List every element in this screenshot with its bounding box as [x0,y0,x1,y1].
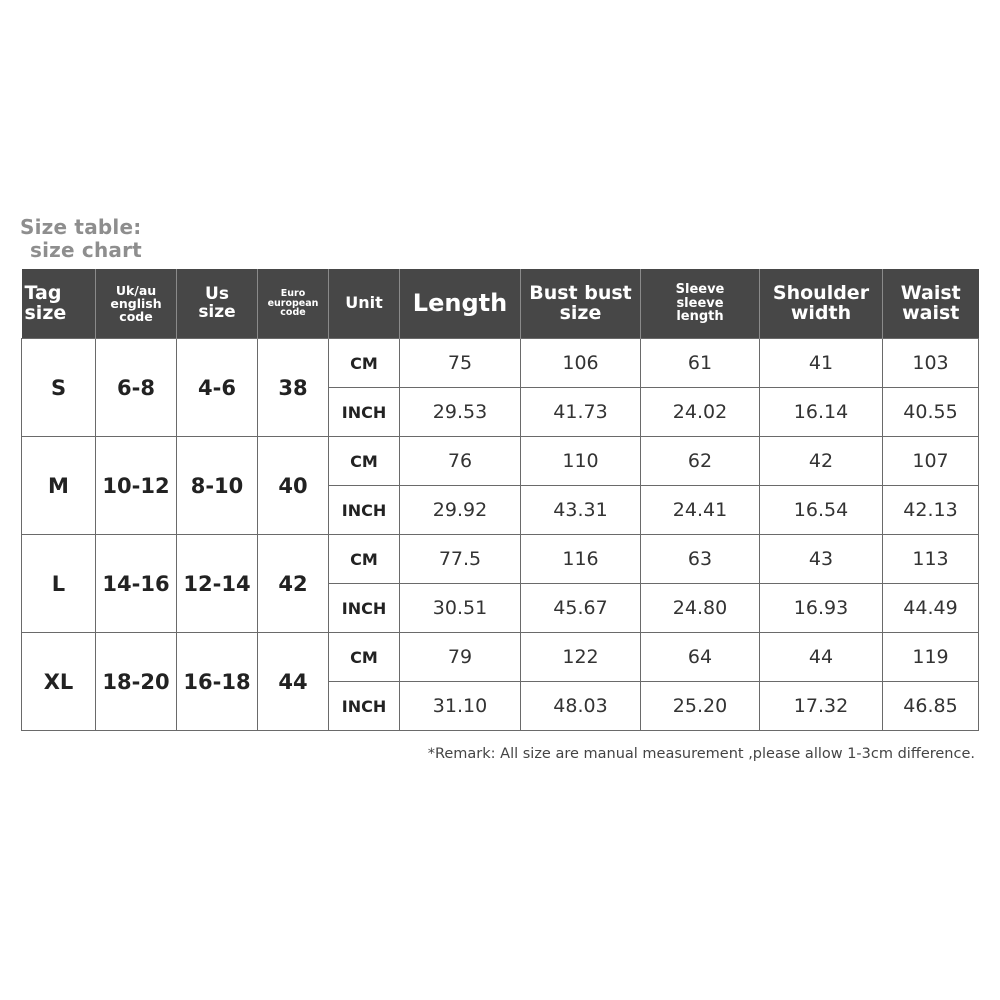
bust-cell: 48.03 [521,682,641,731]
unit-cell: CM [329,339,400,388]
shoulder-cell: 43 [760,535,883,584]
waist-cell: 119 [883,633,979,682]
header-sleeve-line1: Sleeve [675,282,725,298]
bust-cell: 106 [521,339,641,388]
tag-size-cell: XL [22,633,96,731]
header-uk-au [96,269,177,339]
header-bust-line2: size [559,301,602,324]
waist-cell: 42.13 [883,486,979,535]
shoulder-cell: 41 [760,339,883,388]
header-us-size-line1: Us [205,283,229,304]
tag-size-cell: L [22,535,96,633]
header-sleeve [641,269,760,339]
table-row-l-cm [22,535,979,584]
waist-cell: 103 [883,339,979,388]
length-cell: 29.53 [400,388,521,437]
unit-cell: INCH [329,584,400,633]
header-uk-au-line2: english [110,295,162,311]
us-size-cell: 8-10 [177,437,258,535]
sleeve-cell: 24.80 [641,584,760,633]
bust-cell: 45.67 [521,584,641,633]
waist-cell: 113 [883,535,979,584]
header-bust-line1: Bust bust [529,281,632,304]
length-cell: 76 [400,437,521,486]
header-length: Length [400,269,521,339]
header-sleeve-line2: sleeve [676,295,724,311]
uk-size-cell: 10-12 [96,437,177,535]
bust-cell: 41.73 [521,388,641,437]
chart-title-line1: Size table: [20,215,142,239]
header-waist-line2: waist [902,301,960,324]
shoulder-cell: 17.32 [760,682,883,731]
euro-size-cell: 42 [258,535,329,633]
sleeve-cell: 25.20 [641,682,760,731]
length-cell: 31.10 [400,682,521,731]
header-waist [883,269,979,339]
header-euro-line2: european [267,297,319,309]
header-shoulder [760,269,883,339]
header-bust [521,269,641,339]
header-uk-au-line1: Uk/au [115,282,157,298]
header-us-size-line2: size [198,301,236,322]
sleeve-cell: 24.02 [641,388,760,437]
bust-cell: 116 [521,535,641,584]
table-row-m-cm [22,437,979,486]
chart-title-line2: size chart [30,238,142,262]
shoulder-cell: 16.93 [760,584,883,633]
waist-cell: 44.49 [883,584,979,633]
header-euro [258,269,329,339]
shoulder-cell: 16.14 [760,388,883,437]
length-cell: 29.92 [400,486,521,535]
length-cell: 77.5 [400,535,521,584]
header-us-size [177,269,258,339]
waist-cell: 40.55 [883,388,979,437]
header-sleeve-line3: length [676,309,724,325]
euro-size-cell: 38 [258,339,329,437]
unit-cell: INCH [329,486,400,535]
header-unit: Unit [329,269,400,339]
sleeve-cell: 63 [641,535,760,584]
unit-cell: CM [329,535,400,584]
euro-size-cell: 40 [258,437,329,535]
us-size-cell: 4-6 [177,339,258,437]
header-euro-line3: code [280,307,306,319]
size-table [21,269,979,731]
sleeve-cell: 61 [641,339,760,388]
header-shoulder-line1: Shoulder [772,281,870,304]
us-size-cell: 12-14 [177,535,258,633]
length-cell: 79 [400,633,521,682]
uk-size-cell: 14-16 [96,535,177,633]
unit-cell: CM [329,437,400,486]
remark-note: *Remark: All size are manual measurement ,please allow 1-3cm difference. [427,746,975,762]
sleeve-cell: 24.41 [641,486,760,535]
table-row-s-cm [22,339,979,388]
uk-size-cell: 18-20 [96,633,177,731]
waist-cell: 107 [883,437,979,486]
euro-size-cell: 44 [258,633,329,731]
header-row [22,269,979,339]
header-uk-au-line3: code [119,309,153,325]
unit-cell: INCH [329,388,400,437]
length-cell: 30.51 [400,584,521,633]
bust-cell: 110 [521,437,641,486]
uk-size-cell: 6-8 [96,339,177,437]
header-tag-size-line2: size [24,301,67,324]
bust-cell: 122 [521,633,641,682]
unit-cell: CM [329,633,400,682]
header-tag-size-line1: Tag [24,281,62,304]
header-euro-line1: Euro [280,287,306,299]
shoulder-cell: 16.54 [760,486,883,535]
tag-size-cell: M [22,437,96,535]
table-row-xl-cm [22,633,979,682]
us-size-cell: 16-18 [177,633,258,731]
bust-cell: 43.31 [521,486,641,535]
length-cell: 75 [400,339,521,388]
shoulder-cell: 42 [760,437,883,486]
tag-size-cell: S [22,339,96,437]
header-waist-line1: Waist [900,281,961,304]
waist-cell: 46.85 [883,682,979,731]
shoulder-cell: 44 [760,633,883,682]
header-shoulder-line2: width [790,301,852,324]
header-tag-size [22,269,96,339]
sleeve-cell: 64 [641,633,760,682]
unit-cell: INCH [329,682,400,731]
sleeve-cell: 62 [641,437,760,486]
